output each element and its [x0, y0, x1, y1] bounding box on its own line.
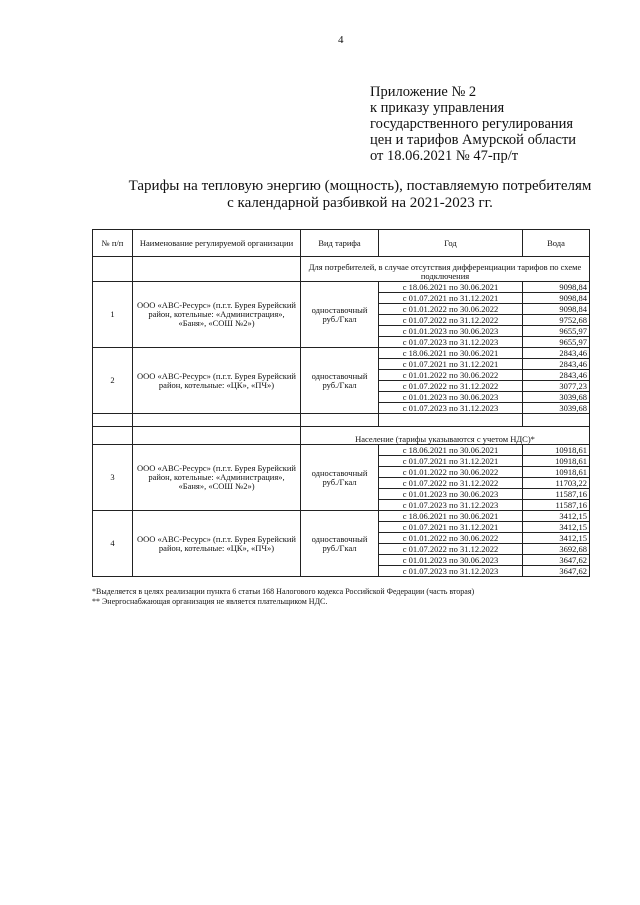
- water-value: 3039,68: [523, 392, 590, 403]
- section-row: [93, 427, 590, 445]
- table-row: [93, 511, 590, 522]
- period-cell: с 01.07.2021 по 31.12.2021: [379, 359, 523, 370]
- water-value: 3412,15: [523, 533, 590, 544]
- water-value: 2843,46: [523, 359, 590, 370]
- water-value: 3647,62: [523, 555, 590, 566]
- section-label: Население (тарифы указываются с учетом НДС)*: [301, 427, 590, 445]
- water-value: 9098,84: [523, 293, 590, 304]
- period-cell: с 01.07.2021 по 31.12.2021: [379, 456, 523, 467]
- table-header-row: [93, 230, 590, 257]
- water-value: 10918,61: [523, 456, 590, 467]
- section-row: [93, 257, 590, 282]
- period-cell: с 01.07.2022 по 31.12.2022: [379, 381, 523, 392]
- period-cell: с 18.06.2021 по 30.06.2021: [379, 445, 523, 456]
- period-cell: с 18.06.2021 по 30.06.2021: [379, 511, 523, 522]
- header-organization: Наименование регулируемой организации: [133, 230, 301, 257]
- table-row: [93, 445, 590, 456]
- row-number: 3: [93, 445, 133, 511]
- water-value: 3692,68: [523, 544, 590, 555]
- period-cell: с 01.01.2022 по 30.06.2022: [379, 370, 523, 381]
- period-cell: с 01.01.2023 по 30.06.2023: [379, 489, 523, 500]
- period-cell: с 01.07.2023 по 31.12.2023: [379, 500, 523, 511]
- period-cell: с 01.01.2023 по 30.06.2023: [379, 392, 523, 403]
- section-spacer-cell: [93, 257, 133, 282]
- water-value: 11587,16: [523, 489, 590, 500]
- water-value: 9655,97: [523, 337, 590, 348]
- tariff-type: одноставочный руб./Гкал: [301, 445, 379, 511]
- period-cell: с 01.07.2022 по 31.12.2022: [379, 315, 523, 326]
- water-value: 9655,97: [523, 326, 590, 337]
- water-value: 3647,62: [523, 566, 590, 577]
- tariffs-table: [92, 229, 590, 577]
- empty-separator-row: [93, 414, 590, 427]
- water-value: 3412,15: [523, 522, 590, 533]
- period-cell: с 01.01.2022 по 30.06.2022: [379, 467, 523, 478]
- period-cell: с 01.01.2022 по 30.06.2022: [379, 304, 523, 315]
- period-cell: с 01.07.2023 по 31.12.2023: [379, 337, 523, 348]
- footnote-non-vat-payer: ** Энергоснабжающая организация не является плательщиком НДС.: [92, 597, 328, 606]
- period-cell: с 01.01.2023 по 30.06.2023: [379, 326, 523, 337]
- period-cell: с 01.07.2022 по 31.12.2022: [379, 544, 523, 555]
- water-value: 10918,61: [523, 445, 590, 456]
- empty-cell: [301, 414, 379, 427]
- header-year: Год: [379, 230, 523, 257]
- page-number: 4: [338, 34, 344, 46]
- header-tariff-type: Вид тарифа: [301, 230, 379, 257]
- water-value: 3412,15: [523, 511, 590, 522]
- section-spacer-cell: [133, 257, 301, 282]
- tariff-type: одноставочный руб./Гкал: [301, 282, 379, 348]
- period-cell: с 01.07.2023 по 31.12.2023: [379, 566, 523, 577]
- period-cell: с 01.07.2023 по 31.12.2023: [379, 403, 523, 414]
- row-number: 2: [93, 348, 133, 414]
- water-value: 2843,46: [523, 348, 590, 359]
- organization-name: ООО «АВС-Ресурс» (п.г.т. Бурея Бурейский район, котельные: «ЦК», «ПЧ»): [133, 511, 301, 577]
- empty-cell: [523, 414, 590, 427]
- footnote-vat: *Выделяется в целях реализации пункта 6 статьи 168 Налогового кодекса Российской Федерации (часть вторая): [92, 587, 475, 596]
- row-number: 4: [93, 511, 133, 577]
- water-value: 9098,84: [523, 304, 590, 315]
- organization-name: ООО «АВС-Ресурс» (п.г.т. Бурея Бурейский район, котельные: «ЦК», «ПЧ»): [133, 348, 301, 414]
- document-title: Тарифы на тепловую энергию (мощность), поставляемую потребителям с календарной разбивкой на 2021-2023 гг.: [128, 178, 592, 211]
- empty-cell: [93, 414, 133, 427]
- header-water: Вода: [523, 230, 590, 257]
- appendix-reference: Приложение № 2 к приказу управления государственного регулирования цен и тарифов Амурской области от 18.06.2021 № 47-пр/т: [370, 84, 577, 164]
- footnotes: [92, 587, 632, 607]
- tariff-type: одноставочный руб./Гкал: [301, 348, 379, 414]
- empty-cell: [133, 414, 301, 427]
- period-cell: с 01.01.2023 по 30.06.2023: [379, 555, 523, 566]
- water-value: 2843,46: [523, 370, 590, 381]
- period-cell: с 01.07.2021 по 31.12.2021: [379, 293, 523, 304]
- row-number: 1: [93, 282, 133, 348]
- water-value: 3039,68: [523, 403, 590, 414]
- period-cell: с 18.06.2021 по 30.06.2021: [379, 348, 523, 359]
- water-value: 11703,22: [523, 478, 590, 489]
- organization-name: ООО «АВС-Ресурс» (п.г.т. Бурея Бурейский район, котельные: «Администрация», «Баня», «СОШ №2»): [133, 282, 301, 348]
- empty-cell: [379, 414, 523, 427]
- organization-name: ООО «АВС-Ресурс» (п.г.т. Бурея Бурейский район, котельные: «Администрация», «Баня», «СОШ №2»): [133, 445, 301, 511]
- water-value: 10918,61: [523, 467, 590, 478]
- tariff-type: одноставочный руб./Гкал: [301, 511, 379, 577]
- period-cell: с 01.01.2022 по 30.06.2022: [379, 533, 523, 544]
- section-label: Для потребителей, в случае отсутствия дифференциации тарифов по схеме подключения: [301, 257, 590, 282]
- period-cell: с 18.06.2021 по 30.06.2021: [379, 282, 523, 293]
- section-spacer-cell: [133, 427, 301, 445]
- table-body: [93, 257, 590, 577]
- water-value: 9752,68: [523, 315, 590, 326]
- section-spacer-cell: [93, 427, 133, 445]
- water-value: 9098,84: [523, 282, 590, 293]
- header-num: № п/п: [93, 230, 133, 257]
- water-value: 11587,16: [523, 500, 590, 511]
- period-cell: с 01.07.2022 по 31.12.2022: [379, 478, 523, 489]
- table-row: [93, 348, 590, 359]
- table-row: [93, 282, 590, 293]
- water-value: 3077,23: [523, 381, 590, 392]
- period-cell: с 01.07.2021 по 31.12.2021: [379, 522, 523, 533]
